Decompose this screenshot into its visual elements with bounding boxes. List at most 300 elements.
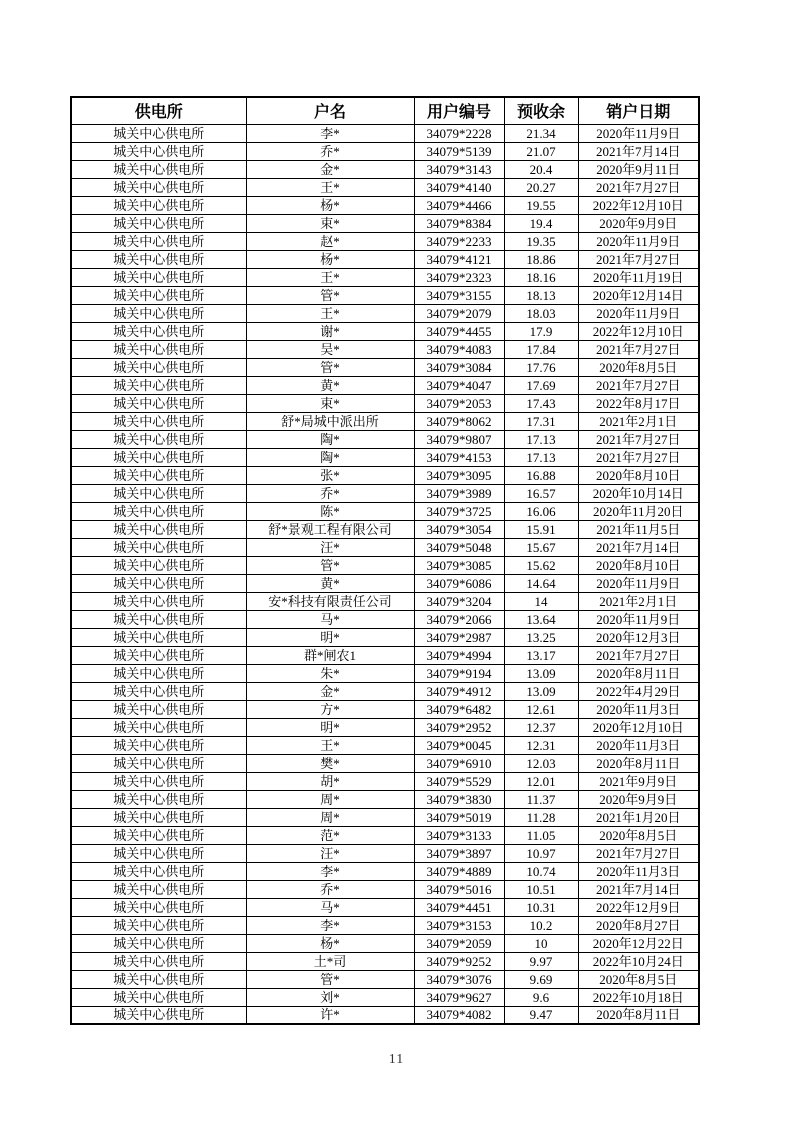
table-cell: 城关中心供电所 bbox=[71, 628, 246, 646]
table-cell: 束* bbox=[246, 214, 414, 232]
table-cell: 2021年7月27日 bbox=[578, 340, 699, 358]
table-cell: 12.01 bbox=[504, 772, 578, 790]
table-cell: 城关中心供电所 bbox=[71, 160, 246, 178]
table-cell: 2020年8月11日 bbox=[578, 754, 699, 772]
table-cell: 明* bbox=[246, 628, 414, 646]
table-cell: 34079*3076 bbox=[414, 970, 504, 988]
table-cell: 34079*2987 bbox=[414, 628, 504, 646]
table-cell: 21.07 bbox=[504, 142, 578, 160]
table-cell: 胡* bbox=[246, 772, 414, 790]
table-cell: 城关中心供电所 bbox=[71, 790, 246, 808]
table-cell: 2022年10月24日 bbox=[578, 952, 699, 970]
table-cell: 14 bbox=[504, 592, 578, 610]
table-row bbox=[71, 520, 699, 538]
table-cell: 17.9 bbox=[504, 322, 578, 340]
table-cell: 21.34 bbox=[504, 124, 578, 142]
table-cell: 方* bbox=[246, 700, 414, 718]
table-cell: 城关中心供电所 bbox=[71, 520, 246, 538]
table-cell: 2020年12月22日 bbox=[578, 934, 699, 952]
table-cell: 34079*2053 bbox=[414, 394, 504, 412]
table-row bbox=[71, 376, 699, 394]
table-cell: 34079*6910 bbox=[414, 754, 504, 772]
table-cell: 2022年10月18日 bbox=[578, 988, 699, 1006]
table-cell: 12.31 bbox=[504, 736, 578, 754]
table-cell: 2021年7月27日 bbox=[578, 250, 699, 268]
table-cell: 城关中心供电所 bbox=[71, 664, 246, 682]
table-row bbox=[71, 196, 699, 214]
table-cell: 9.47 bbox=[504, 1006, 578, 1024]
table-row bbox=[71, 718, 699, 736]
table-cell: 13.09 bbox=[504, 664, 578, 682]
table-cell: 34079*4451 bbox=[414, 898, 504, 916]
table-cell: 10.97 bbox=[504, 844, 578, 862]
table-cell: 樊* bbox=[246, 754, 414, 772]
table-cell: 18.16 bbox=[504, 268, 578, 286]
table-cell: 城关中心供电所 bbox=[71, 574, 246, 592]
table-cell: 管* bbox=[246, 358, 414, 376]
table-cell: 12.37 bbox=[504, 718, 578, 736]
table-cell: 2020年11月20日 bbox=[578, 502, 699, 520]
table-cell: 34079*3830 bbox=[414, 790, 504, 808]
table-cell: 城关中心供电所 bbox=[71, 844, 246, 862]
table-row bbox=[71, 340, 699, 358]
table-cell: 2020年12月10日 bbox=[578, 718, 699, 736]
table-cell: 城关中心供电所 bbox=[71, 880, 246, 898]
table-cell: 2020年8月5日 bbox=[578, 358, 699, 376]
table-cell: 城关中心供电所 bbox=[71, 304, 246, 322]
table-cell: 陈* bbox=[246, 502, 414, 520]
table-cell: 城关中心供电所 bbox=[71, 826, 246, 844]
table-cell: 金* bbox=[246, 160, 414, 178]
column-header-closure-date: 销户日期 bbox=[578, 97, 699, 124]
table-cell: 34079*3897 bbox=[414, 844, 504, 862]
table-cell: 城关中心供电所 bbox=[71, 934, 246, 952]
table-cell: 10.2 bbox=[504, 916, 578, 934]
table-cell: 城关中心供电所 bbox=[71, 484, 246, 502]
page-number: 11 bbox=[388, 1052, 405, 1067]
table-cell: 城关中心供电所 bbox=[71, 862, 246, 880]
table-cell: 34079*3133 bbox=[414, 826, 504, 844]
table-cell: 城关中心供电所 bbox=[71, 538, 246, 556]
table-cell: 舒*景观工程有限公司 bbox=[246, 520, 414, 538]
table-cell: 杨* bbox=[246, 250, 414, 268]
table-row bbox=[71, 772, 699, 790]
table-cell: 城关中心供电所 bbox=[71, 394, 246, 412]
table-cell: 2021年7月27日 bbox=[578, 448, 699, 466]
table-cell: 34079*4083 bbox=[414, 340, 504, 358]
table-cell: 明* bbox=[246, 718, 414, 736]
table-cell: 34079*6482 bbox=[414, 700, 504, 718]
table-cell: 2020年9月11日 bbox=[578, 160, 699, 178]
table-cell: 城关中心供电所 bbox=[71, 682, 246, 700]
table-cell: 13.09 bbox=[504, 682, 578, 700]
table-cell: 16.57 bbox=[504, 484, 578, 502]
table-cell: 10.31 bbox=[504, 898, 578, 916]
table-cell: 34079*2059 bbox=[414, 934, 504, 952]
table-cell: 34079*2952 bbox=[414, 718, 504, 736]
table-cell: 赵* bbox=[246, 232, 414, 250]
table-cell: 34079*2323 bbox=[414, 268, 504, 286]
table-row bbox=[71, 664, 699, 682]
table-cell: 19.4 bbox=[504, 214, 578, 232]
table-row bbox=[71, 394, 699, 412]
table-cell: 19.55 bbox=[504, 196, 578, 214]
table-cell: 城关中心供电所 bbox=[71, 916, 246, 934]
table-cell: 城关中心供电所 bbox=[71, 610, 246, 628]
table-cell: 2020年11月9日 bbox=[578, 124, 699, 142]
table-cell: 城关中心供电所 bbox=[71, 754, 246, 772]
table-cell: 2021年7月27日 bbox=[578, 178, 699, 196]
table-cell: 9.69 bbox=[504, 970, 578, 988]
table-row bbox=[71, 610, 699, 628]
table-cell: 城关中心供电所 bbox=[71, 340, 246, 358]
table-cell: 18.86 bbox=[504, 250, 578, 268]
table-cell: 34079*3725 bbox=[414, 502, 504, 520]
table-cell: 10 bbox=[504, 934, 578, 952]
table-cell: 城关中心供电所 bbox=[71, 286, 246, 304]
table-cell: 李* bbox=[246, 862, 414, 880]
table-cell: 城关中心供电所 bbox=[71, 178, 246, 196]
table-cell: 张* bbox=[246, 466, 414, 484]
table-cell: 34079*8384 bbox=[414, 214, 504, 232]
table-row bbox=[71, 628, 699, 646]
table-row bbox=[71, 880, 699, 898]
table-cell: 2021年7月14日 bbox=[578, 538, 699, 556]
table-cell: 34079*3085 bbox=[414, 556, 504, 574]
table-cell: 34079*4994 bbox=[414, 646, 504, 664]
table-cell: 城关中心供电所 bbox=[71, 592, 246, 610]
table-row bbox=[71, 466, 699, 484]
table-cell: 9.97 bbox=[504, 952, 578, 970]
table-cell: 2020年11月9日 bbox=[578, 610, 699, 628]
table-cell: 2020年11月19日 bbox=[578, 268, 699, 286]
table-row bbox=[71, 286, 699, 304]
customer-account-table bbox=[70, 96, 700, 1025]
table-cell: 34079*4082 bbox=[414, 1006, 504, 1024]
table-cell: 34079*4466 bbox=[414, 196, 504, 214]
table-row bbox=[71, 862, 699, 880]
table-cell: 土*司 bbox=[246, 952, 414, 970]
table-cell: 15.67 bbox=[504, 538, 578, 556]
table-cell: 34079*2066 bbox=[414, 610, 504, 628]
table-cell: 2020年10月14日 bbox=[578, 484, 699, 502]
table-row bbox=[71, 916, 699, 934]
table-cell: 城关中心供电所 bbox=[71, 700, 246, 718]
table-cell: 16.06 bbox=[504, 502, 578, 520]
table-cell: 2022年12月10日 bbox=[578, 196, 699, 214]
table-cell: 2020年8月5日 bbox=[578, 970, 699, 988]
table-row bbox=[71, 934, 699, 952]
table-cell: 16.88 bbox=[504, 466, 578, 484]
table-row bbox=[71, 1006, 699, 1024]
table-cell: 34079*5019 bbox=[414, 808, 504, 826]
table-cell: 城关中心供电所 bbox=[71, 448, 246, 466]
table-cell: 2020年8月11日 bbox=[578, 1006, 699, 1024]
table-cell: 许* bbox=[246, 1006, 414, 1024]
table-cell: 14.64 bbox=[504, 574, 578, 592]
table-cell: 2020年8月5日 bbox=[578, 826, 699, 844]
table-cell: 朱* bbox=[246, 664, 414, 682]
table-row bbox=[71, 412, 699, 430]
table-cell: 管* bbox=[246, 970, 414, 988]
table-cell: 乔* bbox=[246, 142, 414, 160]
table-cell: 18.03 bbox=[504, 304, 578, 322]
table-cell: 34079*9252 bbox=[414, 952, 504, 970]
table-cell: 城关中心供电所 bbox=[71, 556, 246, 574]
table-cell: 34079*3143 bbox=[414, 160, 504, 178]
table-row bbox=[71, 736, 699, 754]
table-cell: 城关中心供电所 bbox=[71, 430, 246, 448]
table-cell: 城关中心供电所 bbox=[71, 412, 246, 430]
table-header-row bbox=[71, 97, 699, 124]
table-cell: 汪* bbox=[246, 844, 414, 862]
table-cell: 城关中心供电所 bbox=[71, 322, 246, 340]
table-cell: 34079*9194 bbox=[414, 664, 504, 682]
table-cell: 34079*3153 bbox=[414, 916, 504, 934]
table-body bbox=[71, 124, 699, 1024]
table-cell: 城关中心供电所 bbox=[71, 124, 246, 142]
table-cell: 34079*4047 bbox=[414, 376, 504, 394]
table-cell: 2020年9月9日 bbox=[578, 790, 699, 808]
table-cell: 城关中心供电所 bbox=[71, 808, 246, 826]
table-cell: 20.4 bbox=[504, 160, 578, 178]
table-cell: 马* bbox=[246, 898, 414, 916]
table-cell: 范* bbox=[246, 826, 414, 844]
table-cell: 34079*5529 bbox=[414, 772, 504, 790]
table-cell: 黄* bbox=[246, 376, 414, 394]
table-cell: 11.28 bbox=[504, 808, 578, 826]
table-cell: 11.37 bbox=[504, 790, 578, 808]
table-cell: 34079*3054 bbox=[414, 520, 504, 538]
table-row bbox=[71, 826, 699, 844]
table-cell: 2020年11月9日 bbox=[578, 574, 699, 592]
table-row bbox=[71, 646, 699, 664]
table-cell: 城关中心供电所 bbox=[71, 718, 246, 736]
table-cell: 安*科技有限责任公司 bbox=[246, 592, 414, 610]
table-cell: 王* bbox=[246, 178, 414, 196]
table-cell: 城关中心供电所 bbox=[71, 214, 246, 232]
column-header-user-number: 用户编号 bbox=[414, 97, 504, 124]
table-cell: 34079*2233 bbox=[414, 232, 504, 250]
table-cell: 2020年11月9日 bbox=[578, 304, 699, 322]
table-cell: 12.03 bbox=[504, 754, 578, 772]
table-cell: 2021年7月27日 bbox=[578, 430, 699, 448]
table-cell: 李* bbox=[246, 124, 414, 142]
table-cell: 2021年7月14日 bbox=[578, 880, 699, 898]
table-cell: 34079*4889 bbox=[414, 862, 504, 880]
table-row bbox=[71, 178, 699, 196]
table-cell: 34079*4455 bbox=[414, 322, 504, 340]
table-cell: 乔* bbox=[246, 880, 414, 898]
table-row bbox=[71, 574, 699, 592]
table-cell: 城关中心供电所 bbox=[71, 1006, 246, 1024]
table-cell: 城关中心供电所 bbox=[71, 376, 246, 394]
table-cell: 13.17 bbox=[504, 646, 578, 664]
table-row bbox=[71, 484, 699, 502]
table-cell: 吴* bbox=[246, 340, 414, 358]
table-cell: 城关中心供电所 bbox=[71, 196, 246, 214]
column-header-account-name: 户名 bbox=[246, 97, 414, 124]
table-cell: 管* bbox=[246, 556, 414, 574]
table-row bbox=[71, 448, 699, 466]
table-cell: 34079*5048 bbox=[414, 538, 504, 556]
table-row bbox=[71, 682, 699, 700]
table-cell: 城关中心供电所 bbox=[71, 142, 246, 160]
table-cell: 34079*3155 bbox=[414, 286, 504, 304]
table-cell: 34079*3204 bbox=[414, 592, 504, 610]
table-cell: 2020年9月9日 bbox=[578, 214, 699, 232]
table-cell: 34079*5139 bbox=[414, 142, 504, 160]
table-row bbox=[71, 970, 699, 988]
table-cell: 34079*9627 bbox=[414, 988, 504, 1006]
table-cell: 金* bbox=[246, 682, 414, 700]
table-cell: 2020年8月10日 bbox=[578, 556, 699, 574]
table-cell: 陶* bbox=[246, 430, 414, 448]
table-cell: 20.27 bbox=[504, 178, 578, 196]
table-row bbox=[71, 214, 699, 232]
table-row bbox=[71, 250, 699, 268]
table-row bbox=[71, 358, 699, 376]
table-cell: 2022年8月17日 bbox=[578, 394, 699, 412]
table-cell: 2021年7月27日 bbox=[578, 844, 699, 862]
table-row bbox=[71, 844, 699, 862]
table-cell: 2020年11月9日 bbox=[578, 232, 699, 250]
table-cell: 34079*2228 bbox=[414, 124, 504, 142]
table-cell: 34079*0045 bbox=[414, 736, 504, 754]
table-cell: 2021年11月5日 bbox=[578, 520, 699, 538]
table-cell: 王* bbox=[246, 268, 414, 286]
table-cell: 城关中心供电所 bbox=[71, 646, 246, 664]
table-cell: 17.76 bbox=[504, 358, 578, 376]
table-row bbox=[71, 142, 699, 160]
table-cell: 2020年8月11日 bbox=[578, 664, 699, 682]
table-cell: 城关中心供电所 bbox=[71, 898, 246, 916]
table-cell: 19.35 bbox=[504, 232, 578, 250]
table-row bbox=[71, 430, 699, 448]
table-cell: 2022年12月10日 bbox=[578, 322, 699, 340]
table-cell: 束* bbox=[246, 394, 414, 412]
table-row bbox=[71, 952, 699, 970]
table-row bbox=[71, 790, 699, 808]
table-cell: 管* bbox=[246, 286, 414, 304]
table-row bbox=[71, 700, 699, 718]
table-cell: 乔* bbox=[246, 484, 414, 502]
table-cell: 34079*3989 bbox=[414, 484, 504, 502]
table-cell: 18.13 bbox=[504, 286, 578, 304]
table-row bbox=[71, 124, 699, 142]
table-cell: 杨* bbox=[246, 196, 414, 214]
table-cell: 舒*局城中派出所 bbox=[246, 412, 414, 430]
table-cell: 城关中心供电所 bbox=[71, 232, 246, 250]
table-row bbox=[71, 808, 699, 826]
table-row bbox=[71, 592, 699, 610]
table-cell: 黄* bbox=[246, 574, 414, 592]
table-cell: 34079*8062 bbox=[414, 412, 504, 430]
table-cell: 刘* bbox=[246, 988, 414, 1006]
table-cell: 2021年2月1日 bbox=[578, 412, 699, 430]
table-cell: 2021年7月27日 bbox=[578, 646, 699, 664]
table-cell: 10.74 bbox=[504, 862, 578, 880]
table-cell: 王* bbox=[246, 304, 414, 322]
table-row bbox=[71, 268, 699, 286]
table-cell: 群*闸农1 bbox=[246, 646, 414, 664]
table-cell: 2020年11月3日 bbox=[578, 736, 699, 754]
table-cell: 周* bbox=[246, 790, 414, 808]
column-header-prepaid-balance: 预收余 bbox=[504, 97, 578, 124]
table-cell: 9.6 bbox=[504, 988, 578, 1006]
table-cell: 34079*4140 bbox=[414, 178, 504, 196]
table-cell: 王* bbox=[246, 736, 414, 754]
table-row bbox=[71, 538, 699, 556]
table-row bbox=[71, 322, 699, 340]
table-cell: 2021年7月14日 bbox=[578, 142, 699, 160]
table-cell: 12.61 bbox=[504, 700, 578, 718]
table-cell: 陶* bbox=[246, 448, 414, 466]
table-cell: 城关中心供电所 bbox=[71, 358, 246, 376]
table-cell: 11.05 bbox=[504, 826, 578, 844]
table-cell: 15.62 bbox=[504, 556, 578, 574]
table-row bbox=[71, 232, 699, 250]
table-cell: 2022年12月9日 bbox=[578, 898, 699, 916]
table-cell: 杨* bbox=[246, 934, 414, 952]
table-cell: 34079*4153 bbox=[414, 448, 504, 466]
table-cell: 马* bbox=[246, 610, 414, 628]
table-cell: 2020年8月27日 bbox=[578, 916, 699, 934]
table-cell: 34079*4121 bbox=[414, 250, 504, 268]
table-cell: 17.69 bbox=[504, 376, 578, 394]
table-cell: 17.43 bbox=[504, 394, 578, 412]
table-header bbox=[71, 97, 699, 124]
table-cell: 2020年11月3日 bbox=[578, 700, 699, 718]
table-cell: 城关中心供电所 bbox=[71, 988, 246, 1006]
table-cell: 34079*5016 bbox=[414, 880, 504, 898]
table-cell: 城关中心供电所 bbox=[71, 772, 246, 790]
table-cell: 李* bbox=[246, 916, 414, 934]
table-cell: 15.91 bbox=[504, 520, 578, 538]
table-cell: 34079*3084 bbox=[414, 358, 504, 376]
table-cell: 城关中心供电所 bbox=[71, 250, 246, 268]
table-cell: 城关中心供电所 bbox=[71, 736, 246, 754]
table-row bbox=[71, 304, 699, 322]
table-cell: 34079*3095 bbox=[414, 466, 504, 484]
table-row bbox=[71, 160, 699, 178]
table-row bbox=[71, 898, 699, 916]
table-row bbox=[71, 556, 699, 574]
table-cell: 13.64 bbox=[504, 610, 578, 628]
table-row bbox=[71, 502, 699, 520]
table-row bbox=[71, 988, 699, 1006]
table-cell: 2021年9月9日 bbox=[578, 772, 699, 790]
table-cell: 城关中心供电所 bbox=[71, 970, 246, 988]
table-cell: 10.51 bbox=[504, 880, 578, 898]
table-cell: 34079*4912 bbox=[414, 682, 504, 700]
column-header-station: 供电所 bbox=[71, 97, 246, 124]
table-cell: 2020年11月3日 bbox=[578, 862, 699, 880]
table-cell: 城关中心供电所 bbox=[71, 466, 246, 484]
table-cell: 2022年4月29日 bbox=[578, 682, 699, 700]
table-cell: 城关中心供电所 bbox=[71, 268, 246, 286]
table-row bbox=[71, 754, 699, 772]
table-cell: 城关中心供电所 bbox=[71, 952, 246, 970]
table-cell: 2020年12月3日 bbox=[578, 628, 699, 646]
table-cell: 34079*2079 bbox=[414, 304, 504, 322]
table-cell: 2021年7月27日 bbox=[578, 376, 699, 394]
table-cell: 2020年12月14日 bbox=[578, 286, 699, 304]
table-cell: 汪* bbox=[246, 538, 414, 556]
table-cell: 周* bbox=[246, 808, 414, 826]
table-cell: 34079*6086 bbox=[414, 574, 504, 592]
table-cell: 17.84 bbox=[504, 340, 578, 358]
